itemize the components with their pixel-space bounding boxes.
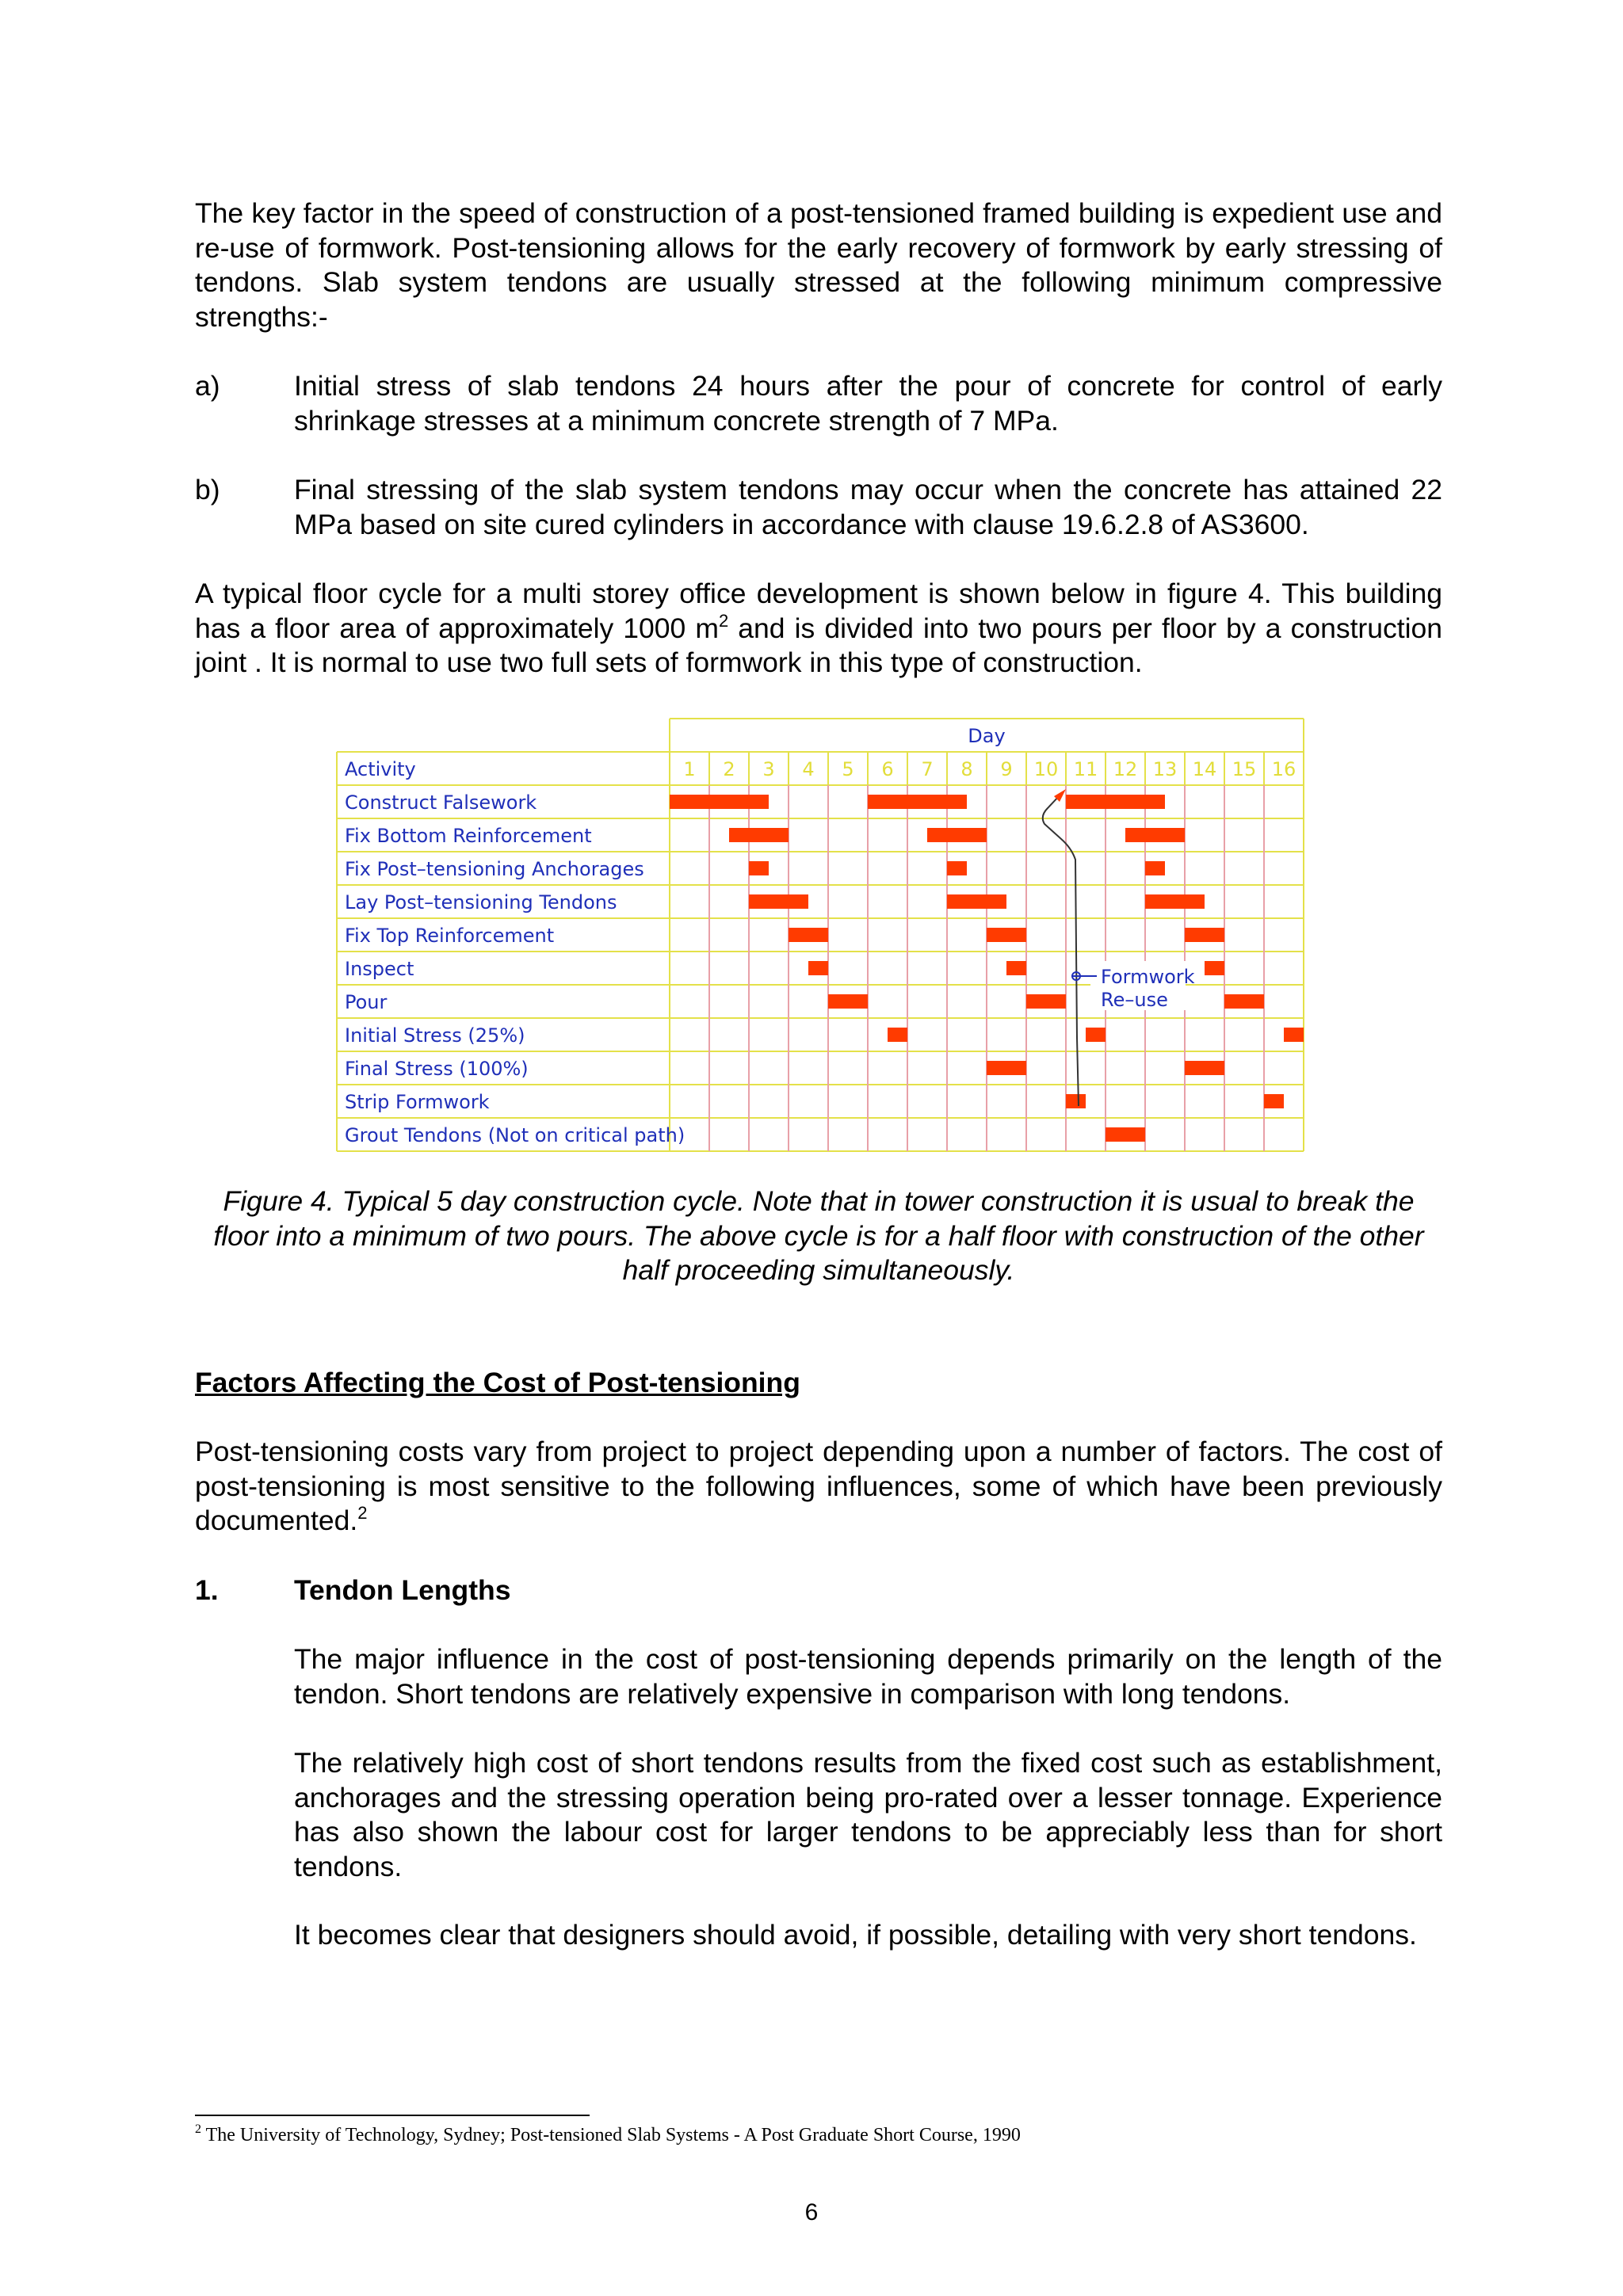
gantt-bar	[1205, 961, 1224, 975]
tendon-paragraph-1: The major influence in the cost of post-tensioning depends primarily on the length of the tendon. Short tendons are relatively expensive in comparison with long tendons.	[294, 1643, 1442, 1710]
day-tick-label: 11	[1073, 758, 1098, 780]
gantt-bar	[1264, 1094, 1284, 1108]
gantt-bar	[1026, 994, 1066, 1009]
annotation-label: Re–use	[1101, 989, 1168, 1011]
activity-label: Final Stress (100%)	[345, 1058, 529, 1080]
activity-label: Strip Formwork	[345, 1091, 490, 1113]
gantt-bar	[987, 1061, 1026, 1075]
activity-label: Pour	[345, 991, 388, 1013]
gantt-bar	[888, 1028, 907, 1042]
gantt-bar	[1185, 928, 1224, 942]
day-tick-label: 10	[1033, 758, 1059, 780]
gantt-bar	[670, 795, 769, 809]
subsection-number: 1.	[195, 1574, 219, 1606]
day-tick-label: 6	[881, 758, 894, 780]
cycle-paragraph-before: A typical floor cycle for a multi storey office development is shown below in figure 4. This building has a floor area of approximately 1000 m	[195, 578, 1442, 644]
footnote	[195, 2123, 1021, 2147]
activity-label: Construct Falsework	[345, 791, 537, 814]
cost-paragraph	[195, 1435, 1442, 1539]
gantt-bar	[987, 928, 1026, 942]
gantt-bar	[927, 828, 987, 842]
gantt-bar	[1284, 1028, 1304, 1042]
gantt-bar	[1145, 861, 1165, 875]
footnote-rule	[195, 2115, 590, 2116]
gantt-bar	[729, 828, 789, 842]
section-heading: Factors Affecting the Cost of Post-tensioning	[195, 1367, 800, 1398]
day-tick-label: 7	[921, 758, 934, 780]
page-number: 6	[804, 2199, 819, 2225]
gantt-bar	[1145, 894, 1205, 909]
gantt-bar	[789, 928, 828, 942]
day-tick-label: 14	[1192, 758, 1217, 780]
day-tick-label: 2	[723, 758, 735, 780]
footnote-marker: 2	[195, 2122, 201, 2136]
superscript-2: 2	[718, 610, 729, 631]
gantt-bar	[749, 894, 808, 909]
list-label-b: b)	[195, 474, 220, 505]
day-tick-label: 4	[802, 758, 815, 780]
annotation-label: Formwork	[1101, 966, 1195, 988]
footnote-text: The University of Technology, Sydney; Post-tensioned Slab Systems - A Post Graduate Short Course, 1990	[205, 2125, 1021, 2145]
activity-label: Initial Stress (25%)	[345, 1024, 525, 1047]
day-tick-label: 13	[1152, 758, 1178, 780]
day-tick-label: 12	[1113, 758, 1138, 780]
gantt-bar	[808, 961, 828, 975]
day-tick-label: 15	[1232, 758, 1257, 780]
activity-header: Activity	[345, 758, 416, 780]
day-tick-label: 3	[762, 758, 775, 780]
gantt-bar	[947, 894, 1006, 909]
gantt-bar	[1086, 1028, 1106, 1042]
gantt-bar	[1006, 961, 1026, 975]
cycle-paragraph-after: and is divided into two pours per floor by a construction joint . It is normal to use two full sets of formwork in this type of construction.	[195, 612, 1442, 678]
day-tick-label: 8	[960, 758, 973, 780]
activity-label: Lay Post–tensioning Tendons	[345, 891, 617, 913]
activity-label: Grout Tendons (Not on critical path)	[345, 1124, 685, 1146]
tendon-paragraph-2: The relatively high cost of short tendons results from the fixed cost such as establishment, anchorages and the stressing operation being pro-rated over a lesser tonnage. Experience has also shown the labour cost for larger tendons to be appreciably less than for short tendons.	[294, 1747, 1442, 1882]
figure-caption: Figure 4. Typical 5 day construction cycle. Note that in tower construction it is usual to break the floor into a minimum of two pours. The above cycle is for a half floor with construction of the other half proceeding simultaneously.	[213, 1185, 1424, 1286]
activity-label: Fix Top Reinforcement	[345, 925, 555, 947]
gantt-bar	[868, 795, 967, 809]
gantt-bar	[1066, 795, 1165, 809]
list-item-b: Final stressing of the slab system tendons may occur when the concrete has attained 22 MPa based on site cured cylinders in accordance with clause 19.6.2.8 of AS3600.	[294, 474, 1442, 540]
day-tick-label: 5	[842, 758, 854, 780]
gantt-bar	[1125, 828, 1185, 842]
subsection-title: Tendon Lengths	[294, 1574, 511, 1606]
day-tick-label: 16	[1271, 758, 1296, 780]
intro-paragraph: The key factor in the speed of construction of a post-tensioned framed building is expedient use and re-use of formwork. Post-tensioning allows for the early recovery of formwork by early stressing of tendons. Slab system tendons are usually stressed at the following minimum compressive strengths:-	[195, 197, 1442, 333]
gantt-bar	[828, 994, 868, 1009]
tendon-paragraph-3: It becomes clear that designers should avoid, if possible, detailing with very short tendons.	[294, 1919, 1417, 1951]
list-item-a: Initial stress of slab tendons 24 hours after the pour of concrete for control of early shrinkage stresses at a minimum concrete strength of 7 MPa.	[294, 370, 1442, 437]
day-tick-label: 1	[683, 758, 696, 780]
gantt-bar	[749, 861, 769, 875]
gantt-bar	[1106, 1127, 1145, 1142]
day-axis-title: Day	[968, 725, 1006, 747]
activity-label: Fix Bottom Reinforcement	[345, 825, 592, 847]
activity-label: Inspect	[345, 958, 414, 980]
activity-label: Fix Post–tensioning Anchorages	[345, 858, 644, 880]
gantt-bar	[1066, 1094, 1086, 1108]
reuse-curve	[1043, 795, 1079, 1106]
day-tick-label: 9	[1000, 758, 1013, 780]
cost-paragraph-text: Post-tensioning costs vary from project to project depending upon a number of factors. The cost of post-tensioning is most sensitive to the following influences, some of which have been previously documented.	[195, 1436, 1442, 1536]
gantt-bar	[1224, 994, 1264, 1009]
gantt-bar	[947, 861, 967, 875]
gantt-bar	[1185, 1061, 1224, 1075]
footnote-ref: 2	[357, 1503, 368, 1523]
list-label-a: a)	[195, 370, 220, 402]
